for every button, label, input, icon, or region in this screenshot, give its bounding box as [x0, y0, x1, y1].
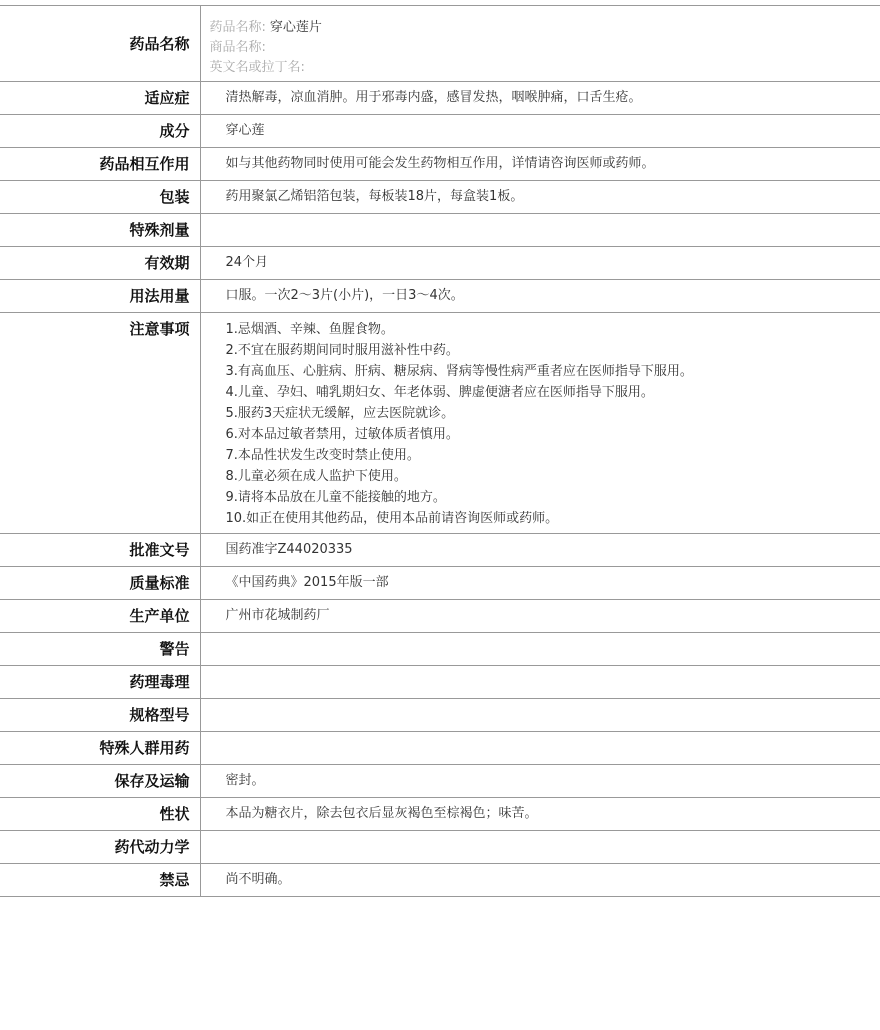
row-value	[200, 732, 880, 765]
row-label: 批准文号	[0, 534, 200, 567]
row-label: 用法用量	[0, 280, 200, 313]
row-value: 密封。	[225, 773, 265, 788]
row-label: 成分	[0, 115, 200, 148]
row-label: 警告	[0, 633, 200, 666]
row-shelf-life	[0, 247, 880, 280]
precautions-cell	[200, 313, 880, 534]
row-approval-number	[0, 534, 880, 567]
row-warning	[0, 633, 880, 666]
drug-spec-table	[0, 5, 880, 897]
row-special-dosage	[0, 214, 880, 247]
english-name-line	[210, 58, 880, 78]
row-description	[0, 798, 880, 831]
row-value: 《中国药典》2015年版一部	[225, 575, 389, 590]
row-label: 适应症	[0, 82, 200, 115]
row-indications	[0, 82, 880, 115]
row-label: 药理毒理	[0, 666, 200, 699]
row-label: 有效期	[0, 247, 200, 280]
list-item: 8.儿童必须在成人监护下使用。	[225, 469, 407, 484]
row-value: 本品为糖衣片，除去包衣后显灰褐色至棕褐色；味苦。	[225, 806, 538, 821]
row-ingredients	[0, 115, 880, 148]
row-storage	[0, 765, 880, 798]
row-label: 特殊人群用药	[0, 732, 200, 765]
list-item: 5.服药3天症状无缓解，应去医院就诊。	[225, 406, 455, 421]
row-label: 注意事项	[0, 313, 200, 534]
row-value: 尚不明确。	[225, 872, 291, 887]
row-packaging	[0, 181, 880, 214]
row-label: 性状	[0, 798, 200, 831]
generic-name-line	[210, 18, 880, 38]
row-label: 包装	[0, 181, 200, 214]
row-contraindications	[0, 864, 880, 897]
list-item: 4.儿童、孕妇、哺乳期妇女、年老体弱、脾虚便溏者应在医师指导下服用。	[225, 385, 654, 400]
list-item: 6.对本品过敏者禁用，过敏体质者慎用。	[225, 427, 459, 442]
row-value	[200, 831, 880, 864]
row-value	[200, 214, 880, 247]
list-item: 3.有高血压、心脏病、肝病、糖尿病、肾病等慢性病严重者应在医师指导下服用。	[225, 364, 693, 379]
row-label: 特殊剂量	[0, 214, 200, 247]
row-value: 如与其他药物同时使用可能会发生药物相互作用，详情请咨询医师或药师。	[225, 156, 655, 171]
list-item: 10.如正在使用其他药品，使用本品前请咨询医师或药师。	[225, 511, 559, 526]
trade-name-value	[266, 40, 270, 55]
row-quality-standard	[0, 567, 880, 600]
row-value	[200, 666, 880, 699]
row-label: 药品相互作用	[0, 148, 200, 181]
list-item: 7.本品性状发生改变时禁止使用。	[225, 448, 420, 463]
list-item: 1.忌烟酒、辛辣、鱼腥食物。	[225, 322, 394, 337]
row-value: 24个月	[225, 255, 269, 270]
row-pharmacology	[0, 666, 880, 699]
row-drug-name	[0, 6, 880, 82]
row-value	[200, 633, 880, 666]
row-value: 广州市花城制药厂	[225, 608, 330, 623]
row-special-populations	[0, 732, 880, 765]
list-item: 9.请将本品放在儿童不能接触的地方。	[225, 490, 446, 505]
trade-name-label: 商品名称:	[209, 39, 266, 55]
row-value: 国药准字Z44020335	[225, 542, 353, 557]
row-pharmacokinetics	[0, 831, 880, 864]
row-label: 保存及运输	[0, 765, 200, 798]
row-value: 清热解毒，凉血消肿。用于邪毒内盛，感冒发热，咽喉肿痛，口舌生疮。	[225, 90, 642, 105]
trade-name-line	[210, 38, 880, 58]
drug-name-cell	[200, 6, 880, 82]
generic-name-label: 药品名称:	[209, 19, 266, 35]
row-value: 口服。一次2～3片(小片)，一日3～4次。	[225, 288, 464, 303]
row-label: 生产单位	[0, 600, 200, 633]
english-name-label: 英文名或拉丁名:	[209, 59, 305, 75]
row-label: 规格型号	[0, 699, 200, 732]
english-name-value	[305, 60, 309, 75]
row-value: 穿心莲	[225, 123, 265, 138]
generic-name-value: 穿心莲片	[269, 19, 322, 35]
row-label: 药品名称	[0, 6, 200, 82]
precautions-list	[226, 319, 880, 533]
row-interactions	[0, 148, 880, 181]
row-label: 药代动力学	[0, 831, 200, 864]
row-dosage	[0, 280, 880, 313]
row-value: 药用聚氯乙烯铝箔包装，每板装18片，每盒装1板。	[225, 189, 524, 204]
row-value	[200, 699, 880, 732]
row-label: 禁忌	[0, 864, 200, 897]
list-item: 2.不宜在服药期间同时服用滋补性中药。	[225, 343, 459, 358]
row-manufacturer	[0, 600, 880, 633]
row-specification	[0, 699, 880, 732]
row-label: 质量标准	[0, 567, 200, 600]
row-precautions	[0, 313, 880, 534]
